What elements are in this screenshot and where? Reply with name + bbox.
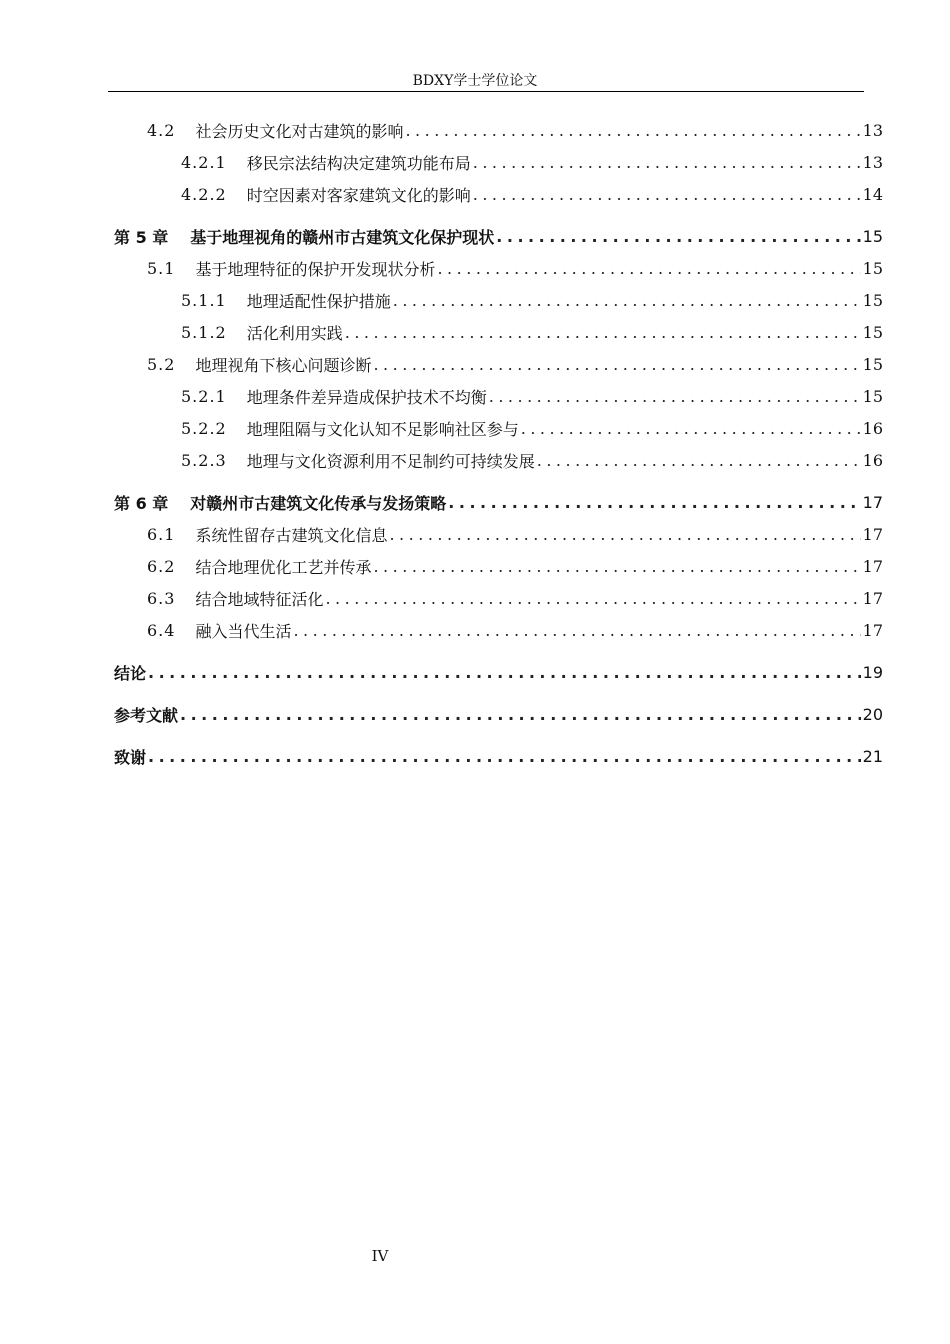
toc-entry-page: 20 [862, 704, 883, 724]
toc-entry-number: 5.2.3 [181, 450, 227, 470]
toc-entry-number: 5.1.2 [181, 322, 227, 342]
toc-entry-number: 4.2.2 [181, 184, 227, 204]
toc-dot-leader [473, 153, 861, 172]
toc-entry-page: 17 [862, 524, 883, 544]
toc-entry-title: 地理条件差异造成保护技术不均衡 [246, 387, 487, 407]
toc-entry-page: 15 [862, 290, 883, 310]
toc-entry-number: 4.2 [147, 120, 176, 140]
toc-dot-leader [148, 747, 861, 766]
toc-entry-title: 结合地域特征活化 [195, 589, 324, 609]
toc-entry[interactable] [114, 518, 883, 550]
toc-dot-leader [389, 525, 860, 544]
toc-entry-title: 地理阻隔与文化认知不足影响社区参与 [246, 419, 519, 439]
toc-entry-number: 4.2.1 [181, 152, 227, 172]
toc-entry-page: 17 [862, 492, 883, 512]
table-of-contents [114, 114, 883, 772]
toc-entry[interactable] [114, 220, 883, 252]
toc-entry[interactable] [114, 656, 883, 688]
toc-entry[interactable] [114, 486, 883, 518]
toc-entry[interactable] [114, 380, 883, 412]
toc-entry[interactable] [114, 412, 883, 444]
toc-dot-leader [405, 121, 860, 140]
toc-dot-leader [448, 493, 860, 512]
toc-dot-leader [489, 387, 861, 406]
toc-entry-number: 6.4 [147, 620, 176, 640]
toc-entry[interactable] [114, 444, 883, 476]
toc-entry-page: 17 [862, 588, 883, 608]
toc-entry-title: 系统性留存古建筑文化信息 [195, 525, 388, 545]
toc-entry-page: 17 [862, 620, 883, 640]
toc-dot-leader [148, 663, 861, 682]
toc-entry[interactable] [114, 550, 883, 582]
toc-entry[interactable] [114, 114, 883, 146]
toc-entry-page: 21 [862, 746, 883, 766]
toc-entry[interactable] [114, 348, 883, 380]
toc-dot-leader [393, 291, 861, 310]
toc-dot-leader [293, 621, 860, 640]
header-rule [108, 91, 864, 92]
toc-dot-leader [496, 227, 860, 246]
toc-entry-title: 时空因素对客家建筑文化的影响 [246, 185, 471, 205]
toc-entry[interactable] [114, 614, 883, 646]
toc-entry-page: 15 [862, 386, 883, 406]
toc-entry-number: 6.3 [147, 588, 176, 608]
toc-entry-title: 地理视角下核心问题诊断 [195, 355, 372, 375]
toc-dot-leader [437, 259, 860, 278]
toc-entry[interactable] [114, 178, 883, 210]
toc-entry[interactable] [114, 146, 883, 178]
toc-entry[interactable] [114, 698, 883, 730]
toc-entry[interactable] [114, 316, 883, 348]
toc-entry[interactable] [114, 740, 883, 772]
toc-entry-title: 地理适配性保护措施 [246, 291, 391, 311]
toc-entry-page: 13 [862, 120, 883, 140]
toc-dot-leader [537, 451, 861, 470]
toc-entry-page: 16 [862, 418, 883, 438]
toc-entry-page: 14 [862, 184, 883, 204]
toc-entry-title: 对赣州市古建筑文化传承与发扬策略 [190, 493, 447, 513]
toc-dot-leader [521, 419, 861, 438]
toc-entry[interactable] [114, 284, 883, 316]
toc-dot-leader [473, 185, 861, 204]
toc-dot-leader [325, 589, 860, 608]
toc-entry-title: 活化利用实践 [246, 323, 343, 343]
toc-entry-number: 5.2.1 [181, 386, 227, 406]
toc-dot-leader [345, 323, 861, 342]
toc-entry-number: 6.1 [147, 524, 176, 544]
toc-entry[interactable] [114, 582, 883, 614]
toc-entry-title: 社会历史文化对古建筑的影响 [195, 121, 404, 141]
toc-entry-number: 5.1.1 [181, 290, 227, 310]
toc-entry-title: 地理与文化资源利用不足制约可持续发展 [246, 451, 535, 471]
toc-entry-number: 6.2 [147, 556, 176, 576]
toc-entry-number: 5.1 [147, 258, 176, 278]
toc-entry-page: 19 [862, 662, 883, 682]
toc-dot-leader [180, 705, 861, 724]
toc-entry-number: 5.2.2 [181, 418, 227, 438]
toc-entry-title: 融入当代生活 [195, 621, 292, 641]
toc-entry-page: 17 [862, 556, 883, 576]
toc-entry-title: 基于地理视角的赣州市古建筑文化保护现状 [190, 227, 495, 247]
toc-entry-number: 第 5 章 [114, 227, 169, 247]
toc-entry-page: 15 [862, 322, 883, 342]
toc-dot-leader [373, 355, 860, 374]
toc-entry-title: 结合地理优化工艺并传承 [195, 557, 372, 577]
toc-entry-page: 13 [862, 152, 883, 172]
running-header: BDXY学士学位论文 [412, 73, 538, 89]
toc-entry-title: 参考文献 [114, 705, 179, 725]
toc-entry-title: 基于地理特征的保护开发现状分析 [195, 259, 436, 279]
toc-dot-leader [373, 557, 860, 576]
toc-entry-number: 5.2 [147, 354, 176, 374]
toc-entry-page: 15 [862, 258, 883, 278]
toc-entry-page: 16 [862, 450, 883, 470]
toc-entry-number: 第 6 章 [114, 493, 169, 513]
toc-entry-page: 15 [862, 354, 883, 374]
toc-entry-title: 致谢 [114, 747, 147, 767]
toc-entry-title: 结论 [114, 663, 147, 683]
page-number: IV [371, 1247, 389, 1265]
toc-entry-page: 15 [862, 226, 883, 246]
toc-entry[interactable] [114, 252, 883, 284]
toc-entry-title: 移民宗法结构决定建筑功能布局 [246, 153, 471, 173]
